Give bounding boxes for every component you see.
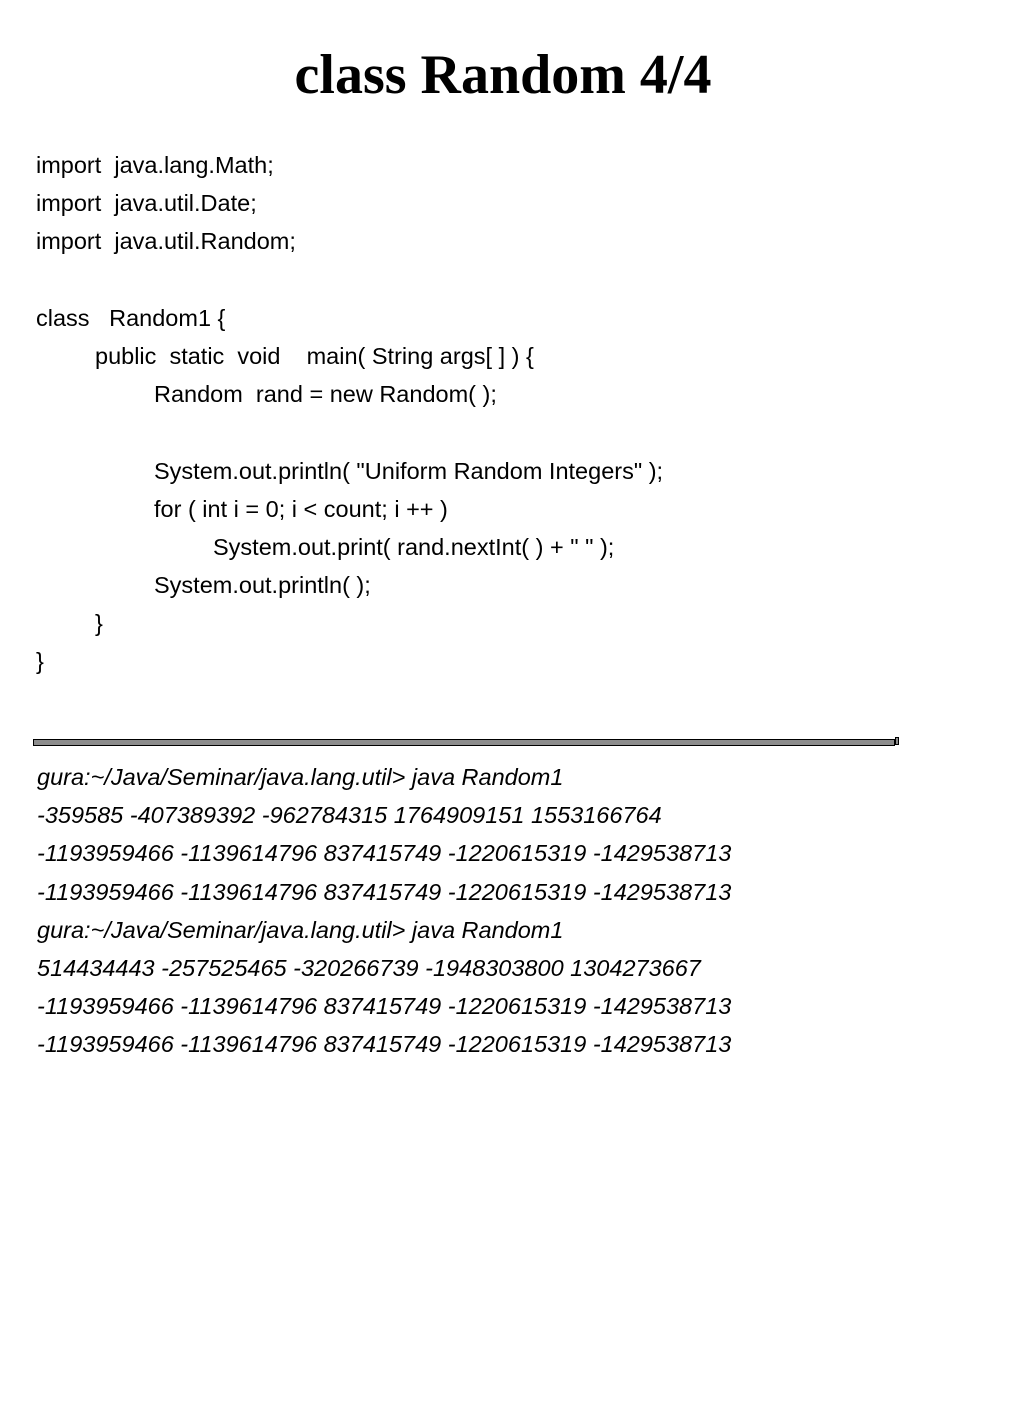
code-line: Random rand = new Random( );	[154, 381, 497, 408]
output-line: -1193959466 -1139614796 837415749 -1220615319 -1429538713	[37, 993, 732, 1020]
code-line: System.out.println( );	[154, 572, 371, 599]
code-line	[36, 261, 996, 299]
code-line: System.out.print( rand.nextInt( ) + " " );	[213, 533, 615, 560]
code-line: import java.util.Date;	[36, 190, 257, 217]
slide-title: class Random 4/4	[294, 44, 712, 106]
section-divider	[33, 739, 895, 746]
code-listing	[36, 146, 996, 681]
terminal-output	[37, 758, 997, 1064]
output-line: -1193959466 -1139614796 837415749 -1220615319 -1429538713	[37, 840, 732, 867]
output-line: -359585 -407389392 -962784315 1764909151 1553166764	[37, 802, 662, 829]
code-line: }	[95, 610, 103, 637]
output-line: -1193959466 -1139614796 837415749 -1220615319 -1429538713	[37, 878, 732, 905]
code-line: import java.util.Random;	[36, 228, 296, 255]
output-line: 514434443 -257525465 -320266739 -1948303800 1304273667	[37, 954, 701, 981]
code-line	[36, 413, 996, 451]
output-line: gura:~/Java/Seminar/java.lang.util> java Random1	[37, 764, 564, 790]
code-line: }	[36, 648, 44, 675]
code-line: System.out.println( "Uniform Random Integers" );	[154, 457, 664, 484]
code-line: public static void main( String args[ ] ) {	[95, 342, 534, 369]
code-line: class Random1 {	[36, 304, 226, 331]
output-line: gura:~/Java/Seminar/java.lang.util> java Random1	[37, 916, 564, 943]
code-line: for ( int i = 0; i < count; i ++ )	[154, 495, 448, 522]
output-line: -1193959466 -1139614796 837415749 -1220615319 -1429538713	[37, 1031, 732, 1058]
code-line: import java.lang.Math;	[36, 152, 274, 178]
